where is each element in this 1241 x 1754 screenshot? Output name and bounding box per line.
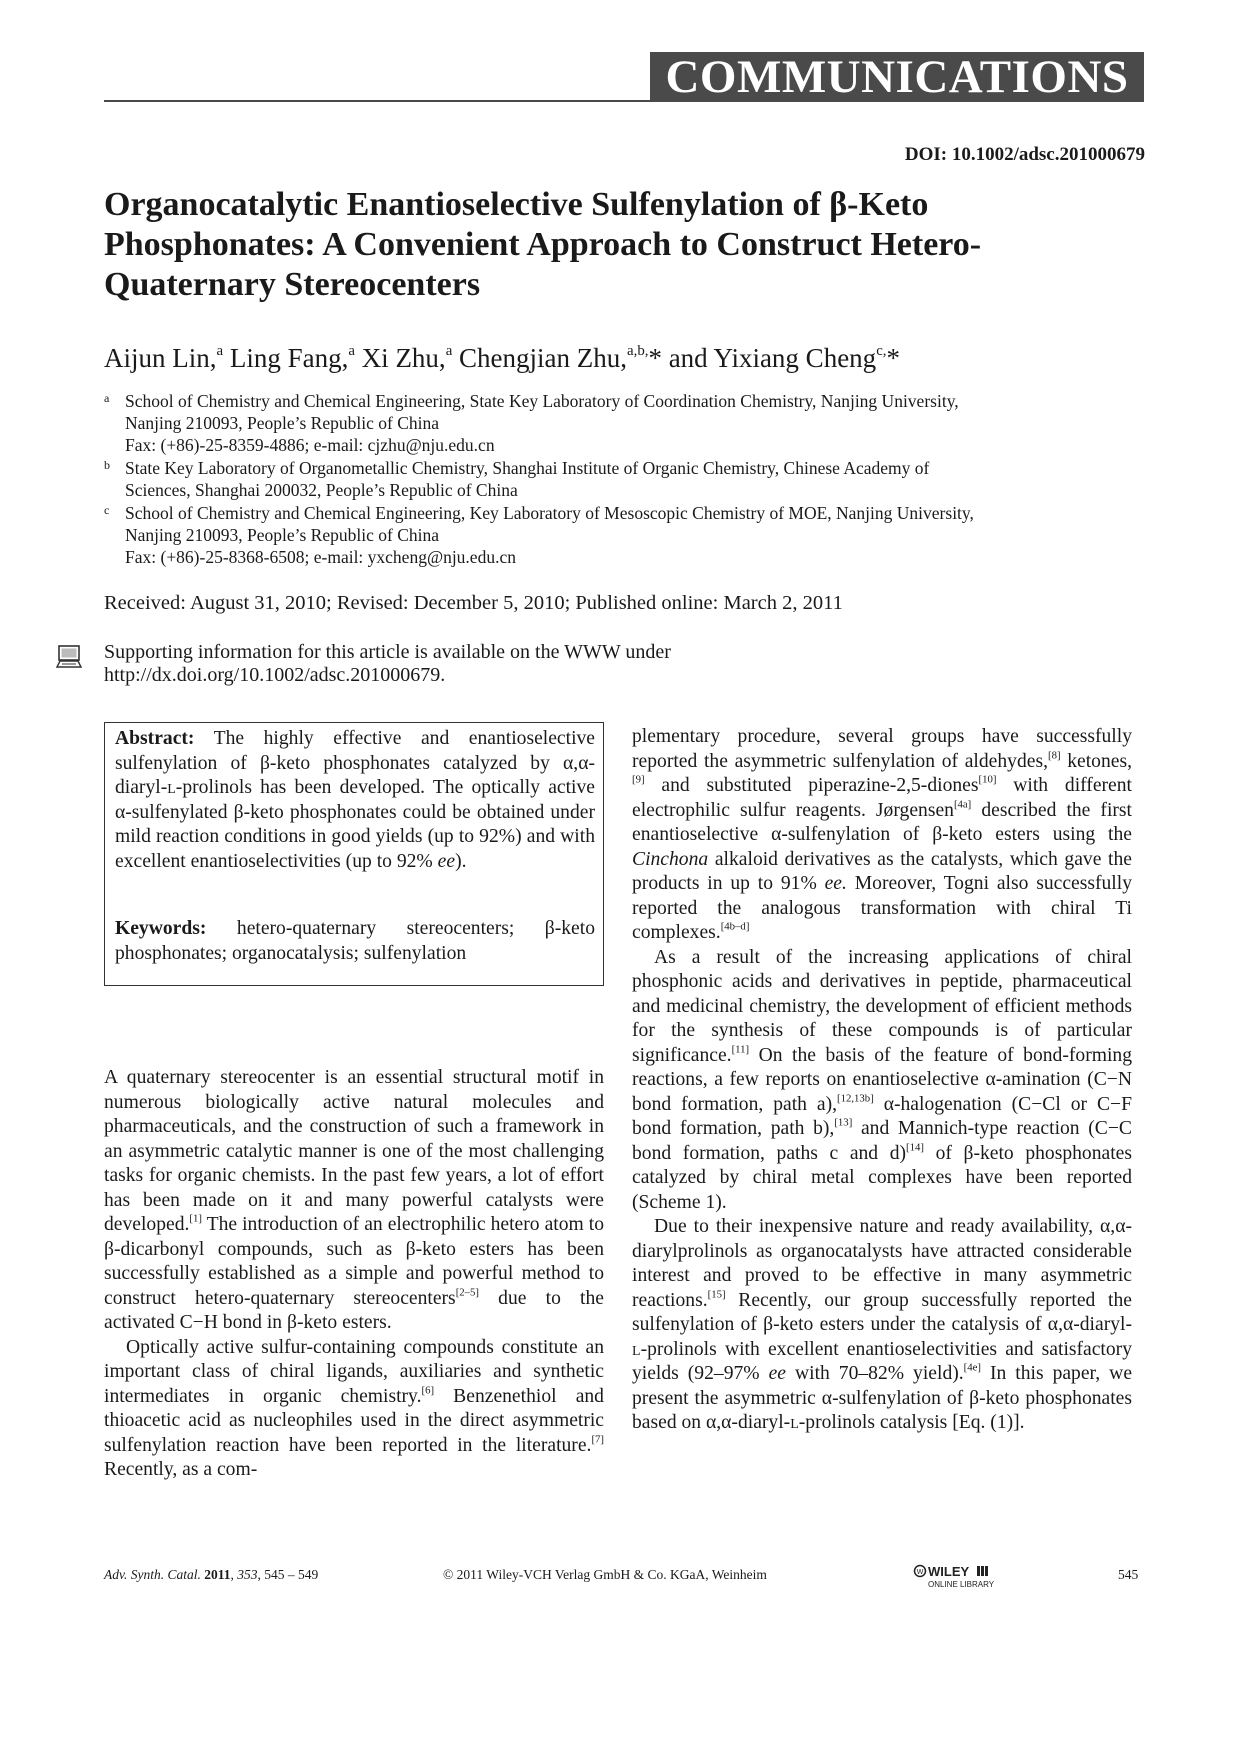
supporting-info: Supporting information for this article is available on the WWW under http://dx.doi.org/10.1002/adsc.201000679. (104, 641, 671, 686)
citation[interactable]: [6] (421, 1383, 435, 1396)
keywords: Keywords: hetero-quaternary stereocenters; β-keto phosphonates; organocatalysis; sulfenylation (115, 918, 595, 964)
svg-text:WILEY: WILEY (928, 1564, 970, 1579)
citation[interactable]: [9] (632, 773, 645, 786)
received-dates: Received: August 31, 2010; Revised: December 5, 2010; Published online: March 2, 2011 (104, 592, 843, 614)
citation[interactable]: [14] (906, 1140, 924, 1153)
author: Xi Zhu,$^a$ (361, 343, 453, 373)
author: and Yixiang Cheng$^{c,}$* (668, 343, 900, 373)
affiliation: b State Key Laboratory of Organometallic Chemistry, Shanghai Institute of Organic Chemistry, Chinese Academy of Sciences, Shanghai 200032, People’s Republic of China (104, 458, 930, 500)
svg-text:W: W (916, 1569, 924, 1576)
body-left-column (104, 1066, 604, 1483)
citation[interactable]: [11] (731, 1042, 750, 1055)
citation[interactable]: [4e] (963, 1361, 982, 1374)
author: Ling Fang,$^a$ (229, 343, 355, 373)
contact-line[interactable]: Fax: (+86)-25-8359-4886; e-mail: cjzhu@nju.edu.cn (125, 435, 495, 455)
citation[interactable]: [13] (834, 1116, 853, 1129)
author: Aijun Lin,$^a$ (104, 343, 224, 373)
section-label: COMMUNICATIONS (650, 52, 1144, 102)
paragraph: A quaternary stereocenter is an essential structural motif in numerous biologically active natural molecules and pharmaceuticals, and the construction of such a framework in an asymmetric catalytic manner is one of the most challenging tasks for organic chemists. In the past few years, a lot of effort has been made on it and many powerful catalysts were developed.[1] The introduction of an electrophilic hetero atom to β-dicarbonyl compounds, such as β-keto esters has been successfully established as a simple and powerful method to construct hetero-quaternary stereocenters[2–5] due to the activated C−H bond in β-keto esters. (104, 1067, 604, 1333)
paragraph: Optically active sulfur-containing compounds constitute an important class of chiral ligands, auxiliaries and synthetic intermediates in organic chemistry.[6] Benzenethiol and thioacetic acid as nucleophiles used in the direct asymmetric sulfenylation reaction have been reported in the literature.[7] Recently, as a com- (104, 1336, 604, 1480)
citation[interactable]: [4b–d] (720, 920, 750, 933)
article-title: Organocatalytic Enantioselective Sulfenylation of β-Keto Phosphonates: A Convenient Approach to Construct Hetero-Quaternary Stereocenters (104, 186, 982, 303)
paragraph: plementary procedure, several groups have successfully reported the asymmetric sulfenylation of aldehydes,[8] ketones,[9] and substituted piperazine-2,5-diones[10] with different electrophilic sulfur reagents. Jørgensen[4a] described the first enantioselective α-sulfenylation of β-keto esters using the Cinchona alkaloid derivatives as the catalysts, which gave the products in up to 91% ee. Moreover, Togni also successfully reported the analogous transformation with chiral Ti complexes.[4b–d] (632, 726, 1132, 943)
journal-citation: Adv. Synth. Catal. 2011, 353, 545 – 549 (104, 1567, 319, 1582)
doi[interactable]: DOI: 10.1002/adsc.201000679 (904, 144, 1145, 165)
svg-text:ONLINE LIBRARY: ONLINE LIBRARY (928, 1580, 995, 1589)
page-footer (0, 1563, 1241, 1593)
citation[interactable]: [7] (591, 1432, 604, 1445)
citation[interactable]: [4a] (953, 797, 972, 810)
body-right-column (632, 725, 1132, 1436)
citation[interactable]: [10] (978, 773, 997, 786)
contact-line[interactable]: Fax: (+86)-25-8368-6508; e-mail: yxcheng@nju.edu.cn (125, 547, 516, 567)
author-list (104, 343, 900, 374)
citation[interactable]: [2–5] (455, 1285, 480, 1298)
paragraph: As a result of the increasing applications of chiral phosphonic acids and derivatives in peptide, pharmaceutical and medicinal chemistry, the development of efficient methods for the synthesis of these compounds is of particular significance.[11] On the basis of the feature of bond-forming reactions, a few reports on enantioselective α-amination (C−N bond formation, path a),[12,13b] α-halogenation (C−Cl or C−F bond formation, path b),[13] and Mannich-type reaction (C−C bond formation, paths c and d)[14] of β-keto phosphonates catalyzed by chiral metal complexes have been reported (Scheme 1). (632, 946, 1132, 1213)
citation[interactable]: [12,13b] (837, 1091, 874, 1104)
citation[interactable]: [1] (189, 1212, 202, 1225)
affiliation: c School of Chemistry and Chemical Engineering, Key Laboratory of Mesoscopic Chemistry of MOE, Nanjing University, Nanjing 210093, People’s Republic of China Fax: (+86)-25-8368-6508; e-mail: yxcheng@nju.edu.cn (104, 502, 1144, 568)
page-number: 545 (1118, 1567, 1139, 1582)
copyright: © 2011 Wiley-VCH Verlag GmbH & Co. KGaA, Weinheim (443, 1567, 767, 1582)
paragraph: Due to their inexpensive nature and ready availability, α,α-diarylprolinols as organocatalysts have attracted considerable interest and proved to be effective in many asymmetric reactions.[15] Recently, our group successfully reported the sulfenylation of β-keto esters under the catalysis of α,α-diaryl-l-prolinols with excellent enantioselectivities and satisfactory yields (92–97% ee with 70–82% yield).[4e] In this paper, we present the asymmetric α-sulfenylation of β-keto phosphonates based on α,α-diaryl-l-prolinols catalysis [Eq. (1)]. (632, 1216, 1133, 1433)
computer-icon (56, 645, 82, 669)
abstract: Abstract: The highly effective and enantioselective sulfenylation of β-keto phosphonates catalyzed by α,α-diaryl-l-prolinols has been developed. The optically active α-sulfenylated β-keto phosphonates could be obtained under mild reaction conditions in good yields (up to 92%) and with excellent enantioselectivities (up to 92% ee). (115, 728, 595, 872)
citation[interactable]: [15] (707, 1287, 726, 1300)
wiley-online-library-logo[interactable] (913, 1563, 1013, 1591)
citation[interactable]: [8] (1047, 748, 1061, 761)
affiliation: a School of Chemistry and Chemical Engineering, State Key Laboratory of Coordination Chemistry, Nanjing University, Nanjing 210093, People’s Republic of China Fax: (+86)-25-8359-4886; e-mail: cjzhu@nju.edu.cn (104, 390, 1144, 456)
author: Chengjian Zhu,$^{a,b,}$* (459, 343, 662, 373)
supporting-info-link[interactable]: http://dx.doi.org/10.1002/adsc.201000679. (104, 664, 446, 686)
